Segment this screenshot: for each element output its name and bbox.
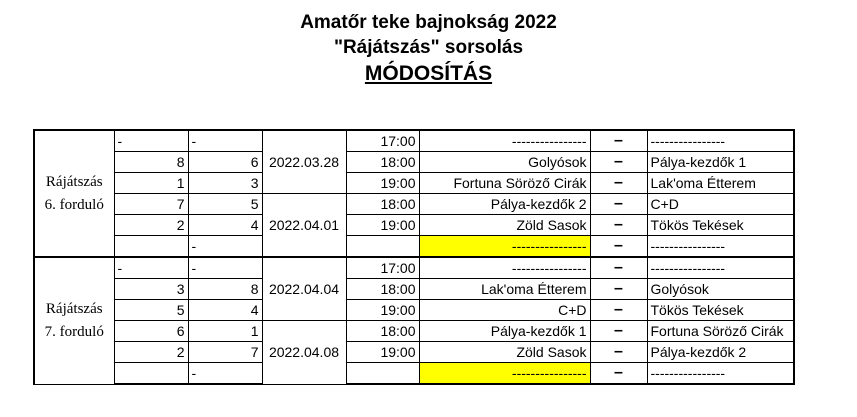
home-number-cell: 2 [114, 342, 188, 363]
separator-dash: – [590, 363, 647, 385]
away-team-cell: Pálya-kezdők 1 [647, 152, 794, 173]
away-number-cell: - [188, 257, 262, 279]
home-team-cell: Lak'oma Étterem [419, 279, 590, 300]
round-label-line-1: Rájátszás [45, 173, 103, 190]
away-number-cell: 8 [188, 279, 262, 300]
away-number-cell: 4 [188, 300, 262, 321]
home-number-cell: 5 [114, 300, 188, 321]
home-number-cell: 1 [114, 173, 188, 194]
home-team-cell: ---------------- [419, 257, 590, 279]
home-team-cell: ---------------- [419, 363, 590, 385]
away-number-cell: 1 [188, 321, 262, 342]
away-number-cell: 5 [188, 194, 262, 215]
time-cell: 19:00 [346, 215, 419, 236]
separator-dash: – [590, 152, 647, 173]
home-team-cell: Pálya-kezdők 2 [419, 194, 590, 215]
home-team-cell: Zöld Sasok [419, 215, 590, 236]
title-line-1: Amatőr teke bajnokság 2022 [300, 12, 557, 33]
home-number-cell: 2 [114, 215, 188, 236]
time-cell: 19:00 [346, 173, 419, 194]
separator-dash: – [590, 236, 647, 258]
away-team-cell: ---------------- [647, 363, 794, 385]
time-cell: 19:00 [346, 300, 419, 321]
time-cell: 18:00 [346, 321, 419, 342]
time-cell: 18:00 [346, 279, 419, 300]
home-team-cell: Golyósok [419, 152, 590, 173]
round-label [34, 257, 114, 384]
away-number-cell: 6 [188, 152, 262, 173]
away-team-cell: ---------------- [647, 130, 794, 152]
away-team-cell: Tökös Tekések [647, 300, 794, 321]
home-team-cell: Zöld Sasok [419, 342, 590, 363]
home-number-cell: - [114, 130, 188, 152]
away-team-cell: C+D [647, 194, 794, 215]
away-number-cell: 4 [188, 215, 262, 236]
away-team-cell: Pálya-kezdők 2 [647, 342, 794, 363]
table-row [34, 173, 794, 194]
match-date: 2022.04.04 [262, 257, 346, 321]
away-number-cell: 3 [188, 173, 262, 194]
home-number-cell: 7 [114, 194, 188, 215]
home-team-cell: Fortuna Söröző Cirák [419, 173, 590, 194]
schedule-table [33, 129, 795, 385]
separator-dash: – [590, 130, 647, 152]
away-number-cell: 7 [188, 342, 262, 363]
time-cell: 17:00 [346, 130, 419, 152]
home-team-cell: ---------------- [419, 130, 590, 152]
match-date: 2022.04.08 [262, 321, 346, 385]
round-label [34, 130, 114, 257]
table-row [34, 300, 794, 321]
separator-dash: – [590, 321, 647, 342]
table-row [34, 130, 794, 152]
separator-dash: – [590, 300, 647, 321]
table-row [34, 363, 794, 385]
table-row [34, 194, 794, 215]
home-team-cell: C+D [419, 300, 590, 321]
home-team-cell: Pálya-kezdők 1 [419, 321, 590, 342]
away-team-cell: ---------------- [647, 236, 794, 258]
title-line-2: "Rájátszás" sorsolás [333, 37, 524, 58]
table-row [34, 257, 794, 279]
separator-dash: – [590, 279, 647, 300]
home-number-cell: - [114, 257, 188, 279]
table-row [34, 279, 794, 300]
away-number-cell: - [188, 236, 262, 258]
separator-dash: – [590, 257, 647, 279]
round-label-line-2: 6. forduló [44, 196, 104, 213]
away-team-cell: Fortuna Söröző Cirák [647, 321, 794, 342]
separator-dash: – [590, 194, 647, 215]
table-row [34, 215, 794, 236]
separator-dash: – [590, 173, 647, 194]
away-team-cell: Tökös Tekések [647, 215, 794, 236]
table-row [34, 342, 794, 363]
time-cell [346, 236, 419, 258]
match-date: 2022.04.01 [262, 194, 346, 258]
home-number-cell: 8 [114, 152, 188, 173]
table-row [34, 152, 794, 173]
round-label-line-2: 7. forduló [44, 323, 104, 340]
away-number-cell: - [188, 130, 262, 152]
away-number-cell: - [188, 363, 262, 385]
table-row [34, 321, 794, 342]
home-number-cell [114, 363, 188, 385]
home-team-cell: ---------------- [419, 236, 590, 258]
time-cell [346, 363, 419, 385]
table-row [34, 236, 794, 258]
away-team-cell: ---------------- [647, 257, 794, 279]
time-cell: 19:00 [346, 342, 419, 363]
title-modification: MÓDOSÍTÁS [364, 62, 493, 85]
home-number-cell: 3 [114, 279, 188, 300]
home-number-cell: 6 [114, 321, 188, 342]
away-team-cell: Lak'oma Étterem [647, 173, 794, 194]
time-cell: 18:00 [346, 152, 419, 173]
time-cell: 18:00 [346, 194, 419, 215]
round-label-line-1: Rájátszás [45, 300, 103, 317]
match-date: 2022.03.28 [262, 130, 346, 194]
separator-dash: – [590, 215, 647, 236]
away-team-cell: Golyósok [647, 279, 794, 300]
time-cell: 17:00 [346, 257, 419, 279]
home-number-cell [114, 236, 188, 258]
separator-dash: – [590, 342, 647, 363]
